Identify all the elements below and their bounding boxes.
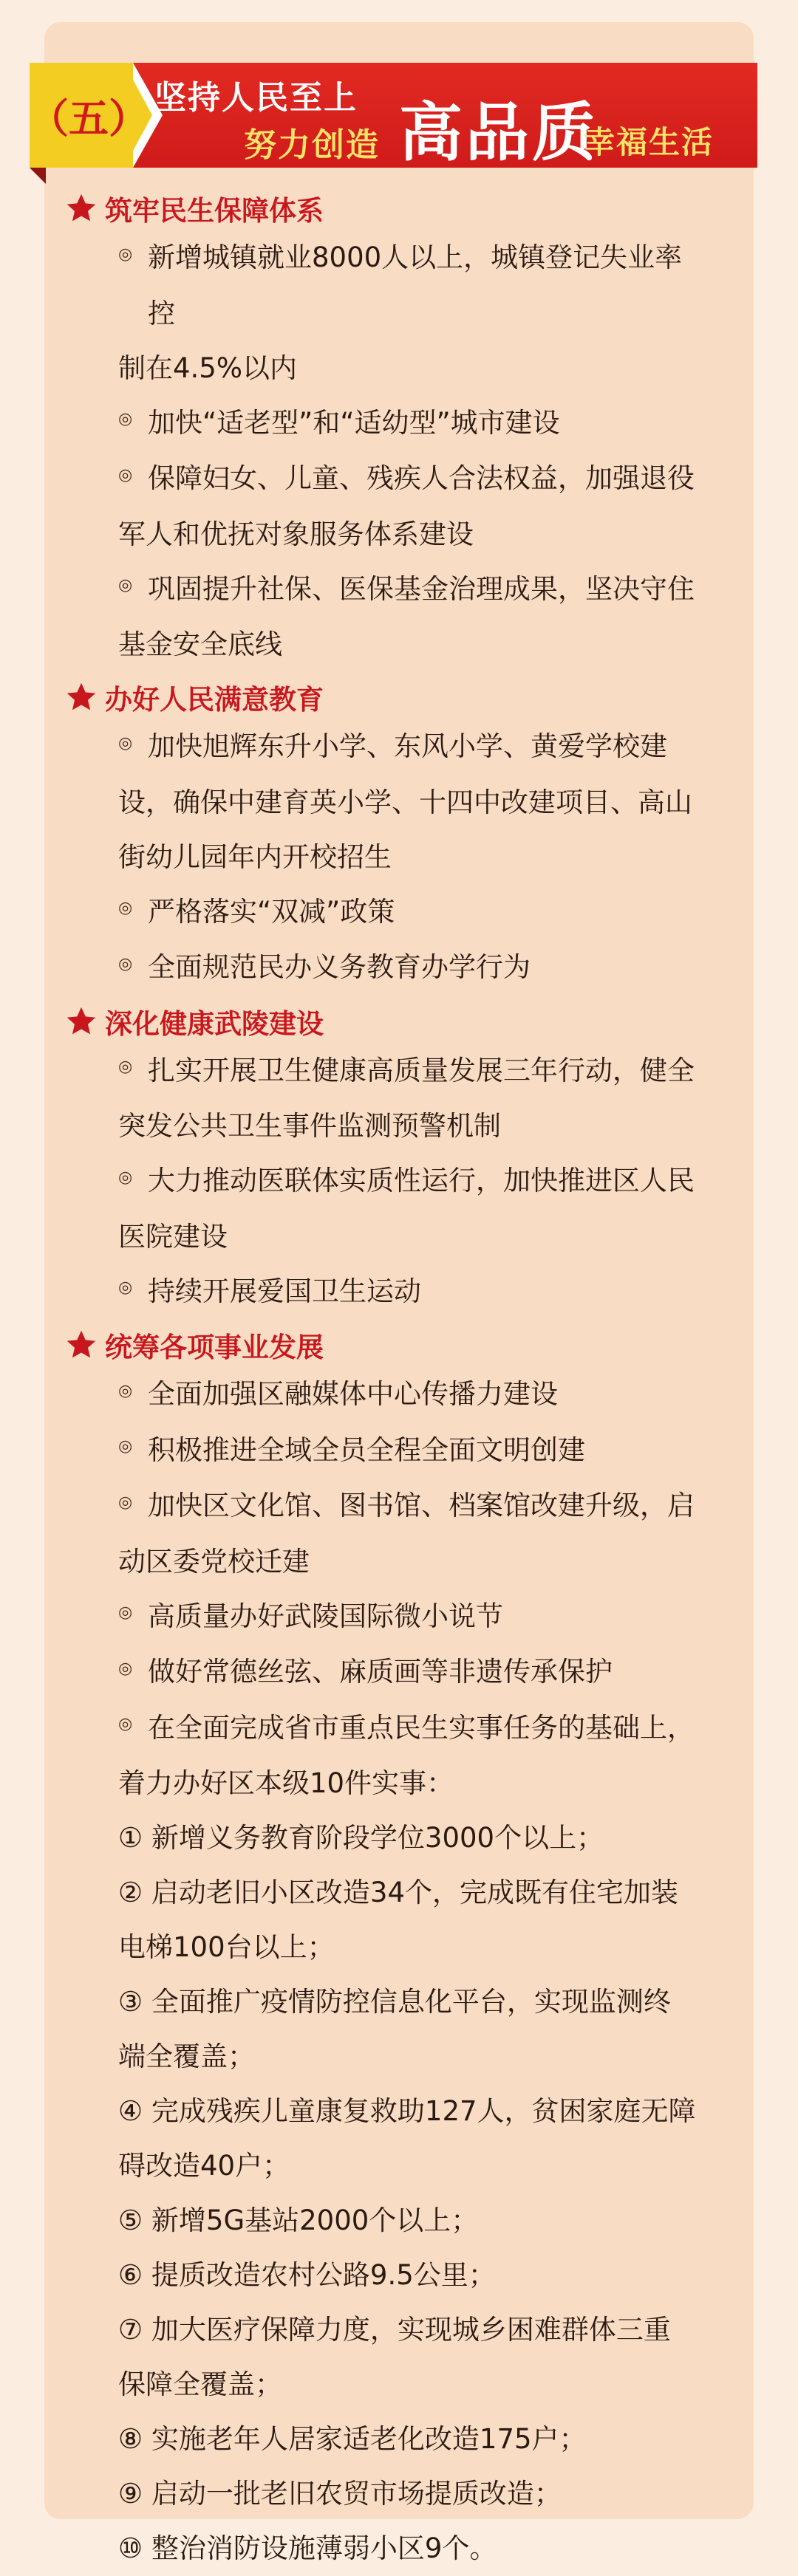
numbered-task-line: ⑩ 整治消防设施薄弱小区9个。: [118, 2532, 497, 2564]
item-text: 全面规范民办义务教育办学行为: [148, 951, 531, 983]
bullet-item-line: [65, 617, 709, 672]
bullet-ring-icon: ◎: [118, 733, 133, 753]
bullet-ring-icon: ◎: [118, 1058, 133, 1076]
item-text: 动区委党校迁建: [118, 1545, 310, 1578]
star-icon: [65, 681, 98, 713]
bullet-item-line: [65, 451, 709, 507]
bullet-item-line: [65, 1154, 709, 1210]
bullet-item-line: [65, 396, 709, 452]
item-text: 扎实开展卫生健康高质量发展三年行动，健全: [148, 1054, 695, 1086]
item-text: 在全面完成省市重点民生实事任务的基础上，: [148, 1711, 695, 1744]
bullet-item-line: [65, 775, 709, 830]
bullet-item-line: [65, 1701, 709, 1757]
numbered-task-line: 端全覆盖；: [118, 2041, 255, 2072]
title-emphasis: 高品质: [399, 95, 598, 170]
bullet-ring-icon: ◎: [118, 1168, 133, 1187]
section-number-tag: [29, 63, 149, 168]
numbered-task-line: 碍改造40户；: [118, 2150, 290, 2182]
bullet-item-line: [65, 1264, 709, 1320]
item-text: 加快旭辉东升小学、东风小学、黄爱学校建: [148, 730, 667, 762]
section-heading: [65, 999, 709, 1044]
bullet-item-line: [65, 885, 709, 941]
item-text: 设，确保中建育英小学、十四中改建项目、高山: [118, 786, 692, 818]
title-line3: 幸福生活: [584, 124, 715, 160]
item-text: 全面加强区融媒体中心传播力建设: [148, 1378, 558, 1410]
item-text: 医院建设: [118, 1220, 228, 1253]
bullet-ring-icon: ◎: [118, 244, 133, 264]
bullet-item-line: [65, 1645, 709, 1701]
bullet-item-line: [65, 1210, 709, 1264]
numbered-task-line: ⑨ 启动一批老旧农贸市场提质改造；: [118, 2478, 562, 2510]
item-text: 严格落实“双减”政策: [148, 895, 395, 928]
item-text: 积极推进全域全员全程全面文明创建: [148, 1433, 585, 1466]
numbered-task-line: ⑤ 新增5G基站2000个以上；: [118, 2205, 479, 2236]
section-heading: [65, 675, 709, 719]
banner-fold: [30, 168, 46, 184]
star-icon: [65, 1329, 98, 1361]
bullet-ring-icon: ◎: [118, 1278, 133, 1297]
item-text: 大力推动医联体实质性运行，加快推进区人民: [148, 1165, 695, 1196]
bullet-ring-icon: ◎: [118, 410, 133, 428]
section-title: 办好人民满意教育: [105, 684, 324, 716]
bullet-ring-icon: ◎: [118, 1659, 133, 1678]
bullet-item-line: [65, 1535, 709, 1589]
section-heading: [65, 1323, 709, 1367]
bullet-ring-icon: ◎: [118, 899, 133, 917]
section-title: 深化健康武陵建设: [105, 1007, 324, 1040]
item-text: 保障妇女、儿童、残疾人合法权益，加强退役: [148, 462, 695, 494]
bullet-ring-icon: ◎: [118, 1493, 133, 1512]
item-text: 军人和优抚对象服务体系建设: [118, 518, 474, 550]
section-title: 统筹各项事业发展: [105, 1332, 324, 1363]
numbered-task-line: ① 新增义务教育阶段学位3000个以上；: [118, 1822, 604, 1854]
bullet-item-line: [65, 230, 709, 341]
numbered-task-line: ⑧ 实施老年人居家适老化改造175户；: [118, 2423, 587, 2455]
item-text: 着力办好区本级10件实事：: [118, 1767, 454, 1799]
content-body: [44, 183, 754, 2576]
numbered-task-line: ⑦ 加大医疗保障力度，实现城乡困难群体三重: [118, 2314, 671, 2346]
bullet-item-line: [65, 1099, 709, 1154]
star-icon: [65, 1005, 98, 1038]
bullet-item-line: [65, 1367, 709, 1423]
item-text: 加快“适老型”和“适幼型”城市建设: [148, 406, 560, 439]
bullet-ring-icon: ◎: [118, 465, 133, 484]
numbered-task-line: 保障全覆盖；: [118, 2368, 282, 2400]
item-text: 高质量办好武陵国际微小说节: [148, 1600, 503, 1632]
bullet-item-line: [65, 1756, 709, 1811]
item-text: 巩固提升社保、医保基金治理成果，坚决守住: [148, 572, 695, 605]
bullet-item-line: [65, 1589, 709, 1645]
bullet-item-line: [65, 830, 709, 885]
section-number: （五）: [29, 95, 149, 142]
item-text: 制在4.5%以内: [118, 352, 297, 384]
star-icon: [65, 192, 98, 225]
item-text: 持续开展爱国卫生运动: [148, 1275, 421, 1307]
bullet-ring-icon: ◎: [118, 1381, 133, 1400]
numbered-task-line: 电梯100台以上；: [118, 1931, 335, 1963]
bullet-item-line: [65, 719, 709, 775]
bullet-item-line: [65, 562, 709, 618]
item-text: 基金安全底线: [118, 628, 282, 660]
numbered-task-line: ② 启动老旧小区改造34个，完成既有住宅加装: [118, 1877, 679, 1908]
bullet-item-line: [65, 507, 709, 562]
item-text: 新增城镇就业8000人以上，城镇登记失业率控: [148, 242, 683, 329]
section-title: 筑牢民生保障体系: [105, 195, 324, 227]
numbered-task-line: ④ 完成残疾儿童康复救助127人，贫困家庭无障: [118, 2095, 696, 2127]
item-text: 街幼儿园年内开校招生: [118, 840, 392, 873]
bullet-item-line: [65, 1479, 709, 1535]
bullet-item-line: [65, 1423, 709, 1479]
bullet-item-line: [65, 341, 709, 396]
bullet-ring-icon: ◎: [118, 954, 133, 973]
bullet-item-line: [65, 940, 709, 996]
bullet-ring-icon: ◎: [118, 1715, 133, 1733]
numbered-task-line: ③ 全面推广疫情防控信息化平台，实现监测终: [118, 1986, 671, 2018]
bullet-ring-icon: ◎: [118, 1603, 133, 1622]
section-heading: [65, 186, 709, 230]
bullet-item-line: [65, 1044, 709, 1100]
title-line1: 坚持人民至上: [154, 79, 358, 117]
item-text: 突发公共卫生事件监测预警机制: [118, 1110, 501, 1142]
bullet-ring-icon: ◎: [118, 1437, 133, 1456]
bullet-ring-icon: ◎: [118, 576, 133, 595]
item-text: 做好常德丝弦、麻质画等非遗传承保护: [148, 1656, 613, 1688]
title-line2: 努力创造: [244, 126, 380, 164]
numbered-task-line: ⑥ 提质改造农村公路9.5公里；: [118, 2259, 496, 2291]
item-text: 加快区文化馆、图书馆、档案馆改建升级，启: [148, 1490, 695, 1521]
